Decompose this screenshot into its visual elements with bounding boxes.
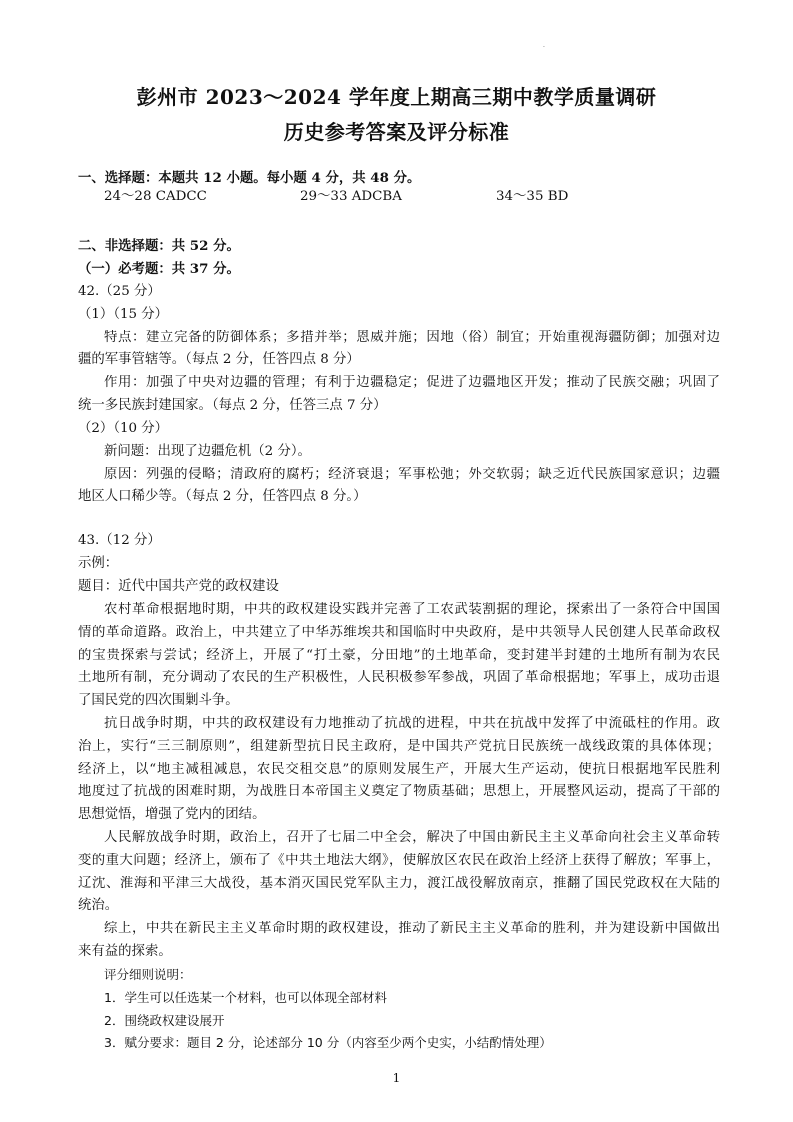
q42-part2-label: （2）（10 分） — [78, 421, 169, 436]
section1-heading: 一、选择题：本题共 12 小题。每小题 4 分，共 48 分。 — [78, 170, 421, 186]
answer-group-3: 34～35 BD — [496, 189, 569, 204]
q43-para2-line: 抗日战争时期，中共的政权建设有力地推动了抗战的进程，中共在抗战中发挥了中流砥柱的作用。政 — [104, 716, 720, 731]
q43-para2-line: 经济上，以“地主减租减息，农民交租交息”的原则发展生产，开展大生产运动，使抗日根据地军民胜利 — [78, 762, 720, 777]
q43-para1-line: 土地所有制，充分调动了农民的生产积极性，人民积极参军参战，巩固了革命根据地；军事上，成功击退 — [78, 670, 720, 685]
q42-part2-line: 地区人口稀少等。（每点 2 分，任答四点 8 分。） — [78, 489, 367, 504]
q43-para3-line: 辽沈、淮海和平津三大战役，基本消灭国民党军队主力，渡江战役解放南京，推翻了国民党政权在大陆的 — [78, 876, 720, 891]
q42-label: 42.（25 分） — [78, 284, 161, 299]
q43-para4-line: 来有益的探索。 — [78, 944, 172, 959]
document-subtitle: 历史参考答案及评分标准 — [283, 120, 510, 144]
q43-para3-line: 人民解放战争时期，政治上，召开了七届二中全会，解决了中国由新民主主义革命向社会主义革命转 — [104, 830, 720, 845]
scoring-item: 1．学生可以任选某一个材料，也可以体现全部材料 — [104, 990, 387, 1005]
q42-part1-line: 作用：加强了中央对边疆的管理；有利于边疆稳定；促进了边疆地区开发；推动了民族交融；巩固了 — [104, 375, 720, 390]
q43-para3-line: 变的重大问题；经济上，颁布了《中共土地法大纲》，使解放区农民在政治上经济上获得了解放；军事上， — [78, 853, 720, 868]
scoring-item: 2．围绕政权建设展开 — [104, 1013, 225, 1028]
q43-para1-line: 的宝贵探索与尝试；经济上，开展了“打土豪，分田地”的土地革命，变封建半封建的土地所有制为农民 — [78, 648, 720, 663]
q42-part1-line: 疆的军事管辖等。（每点 2 分，任答四点 8 分） — [78, 352, 360, 367]
q43-example: 示例： — [78, 556, 119, 571]
corner-mark: . — [543, 42, 545, 49]
q43-para4-line: 综上，中共在新民主主义革命时期的政权建设，推动了新民主主义革命的胜利，并为建设新中国做出 — [104, 921, 720, 936]
q43-para1-line: 农村革命根据地时期，中共的政权建设实践并完善了工农武装割据的理论，探索出了一条符合中国国 — [104, 602, 720, 617]
scoring-title: 评分细则说明： — [104, 967, 192, 982]
q42-part1-label: （1）（15 分） — [78, 307, 169, 322]
answer-group-2: 29～33 ADCBA — [300, 189, 402, 204]
q43-para1-line: 情的革命道路。政治上，中共建立了中华苏维埃共和国临时中央政府，是中共领导人民创建人民革命政权 — [78, 625, 720, 640]
q43-para3-line: 统治。 — [78, 898, 119, 913]
q42-part2-line: 原因：列强的侵略；清政府的腐朽；经济衰退；军事松弛；外交软弱；缺乏近代民族国家意识；边疆 — [104, 467, 720, 482]
q42-part1-line: 特点：建立完备的防御体系；多措并举；恩威并施；因地（俗）制宜；开始重视海疆防御；加强对边 — [104, 330, 720, 345]
q43-para2-line: 思想觉悟，增强了党内的团结。 — [78, 807, 266, 822]
q42-part1-line: 统一多民族封建国家。（每点 2 分，任答三点 7 分） — [78, 398, 387, 413]
q43-para2-line: 地度过了抗战的困难时期，为战胜日本帝国主义奠定了物质基础；思想上，开展整风运动，提高了干部的 — [78, 784, 720, 799]
scoring-item: 3．赋分要求：题目 2 分，论述部分 10 分（内容至少两个史实，小结酌情处理） — [104, 1035, 552, 1050]
answer-group-1: 24～28 CADCC — [104, 189, 207, 204]
section2-subheading: （一）必考题：共 37 分。 — [78, 261, 240, 277]
q43-para2-line: 治上，实行“三三制原则”，组建新型抗日民主政府，是中国共产党抗日民族统一战线政策的具体体现； — [78, 739, 720, 754]
page-number: 1 — [392, 1071, 401, 1085]
q43-para1-line: 了国民党的四次围剿斗争。 — [78, 693, 239, 708]
section2-heading: 二、非选择题：共 52 分。 — [78, 238, 240, 254]
q42-part2-line: 新问题：出现了边疆危机（2 分）。 — [104, 444, 311, 459]
q43-label: 43.（12 分） — [78, 533, 161, 548]
document-title: 彭州市 2023～2024 学年度上期高三期中教学质量调研 — [136, 85, 657, 109]
q43-topic: 题目：近代中国共产党的政权建设 — [78, 579, 279, 594]
